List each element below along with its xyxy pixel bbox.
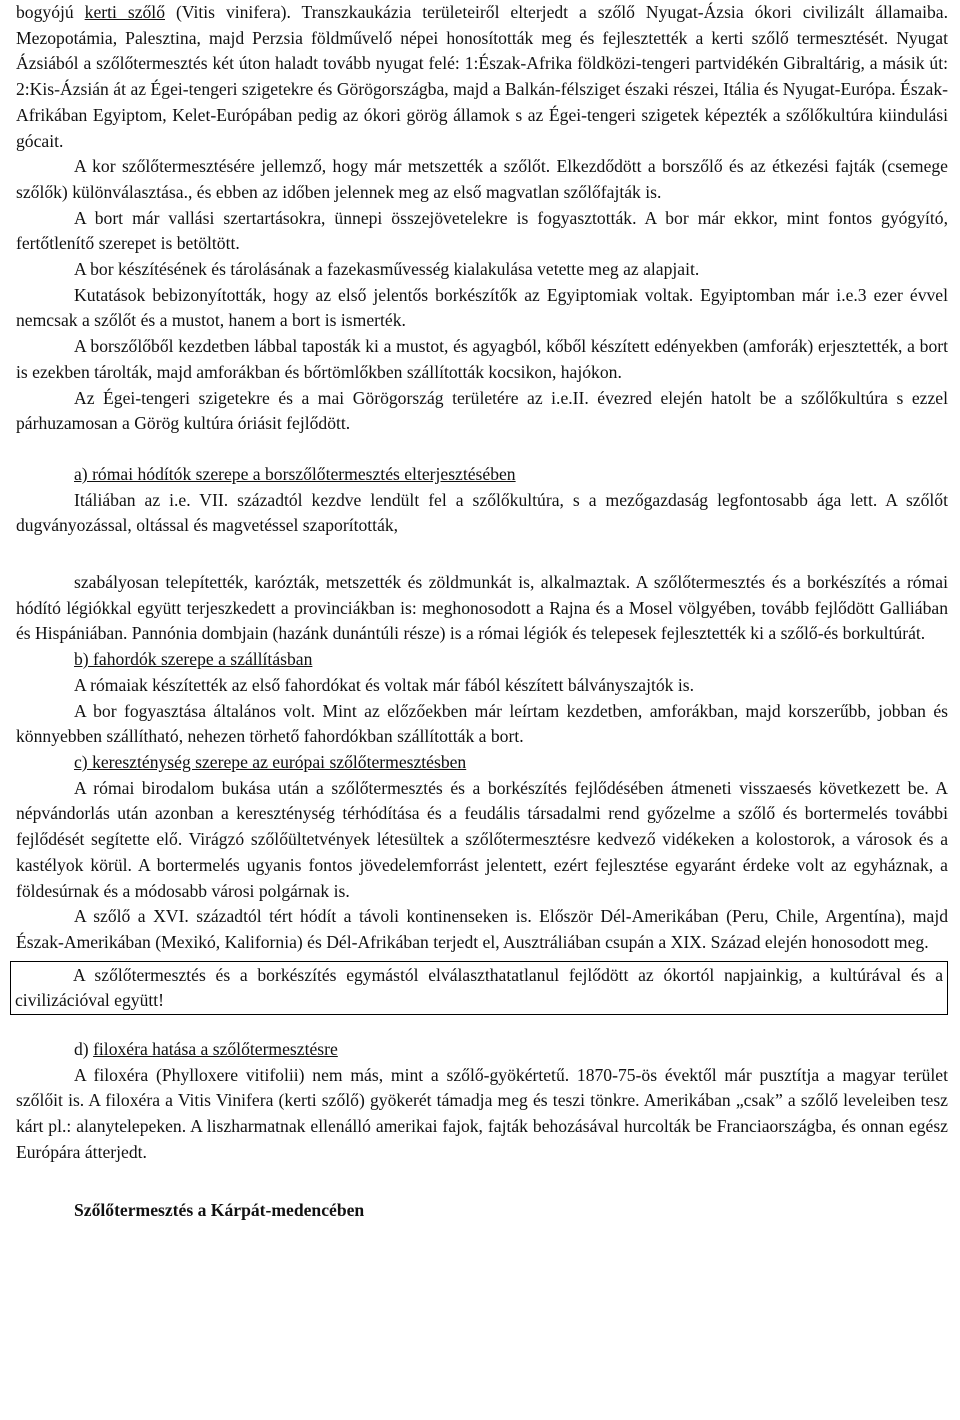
- section-heading-b-text: b) fahordók szerepe a szállításban: [74, 649, 313, 670]
- paragraph-egyiptom: Kutatások bebizonyították, hogy az első jelentős borkészítők az Egyiptomiak voltak. Egyiptomban már i.e.3 ezer évvel nemcsak a szőlőt és a mustot, hanem a bort is ismerték.: [16, 284, 948, 331]
- section-heading-b: [16, 647, 948, 673]
- paragraph-amforak: A borszőlőből kezdetben lábbal taposták ki a mustot, és agyagból, kőből készített edényekben (amforák) erjesztették, a bort is ezekben tárolták, majd amforákban és bőrtömlőkben szállították kocsikon, hajókon.: [16, 336, 948, 382]
- section-heading-c: [16, 750, 948, 776]
- intro-text-start: bogyójú: [16, 2, 85, 22]
- paragraph-intro: [16, 0, 948, 154]
- section-heading-a-text: a) római hódítók szerepe a borszőlőtermesztés elterjesztésében: [74, 463, 516, 484]
- paragraph-romai-legiok: szabályosan telepítették, karózták, metszették és zöldmunkát is, alkalmaztak. A szőlőtermesztés és a borkészítés a római hódító légiókkal együtt terjeszkedett a provinciákban is: meghonosodott a Rajna és a Mosel völgyében, tovább fejlődött Galliában és Hispániában. Pannónia dombjain (hazánk dunántúli része) is a római légiók és telepesek fejlesztették ki a szőlő-és borkultúrát.: [16, 572, 948, 644]
- paragraph-egei: Az Égei-tengeri szigetekre és a mai Görögország területére az i.e.II. évezred elején hatolt be a szőlőkultúra s ezzel párhuzamosan a Görög kultúra óriásit fejlődött.: [16, 387, 948, 434]
- paragraph-metszes: A kor szőlőtermesztésére jellemző, hogy már metszették a szőlőt. Elkezdődött a borszőlő és az étkezési fajták (csemege szőlők) különválasztása., és ebben az időben jelennek meg az első magvatlan szőlőfajták is.: [16, 156, 948, 202]
- section-heading-d-prefix: d): [74, 1039, 94, 1060]
- paragraph-kontinensek: A szőlő a XVI. századtól tért hódít a távoli kontinenseken is. Először Dél-Amerikában (Peru, Chile, Argentína), majd Észak-Amerikában (Mexikó, Kalifornia) és Dél-Afrikában terjedt el, Ausztráliában csupán a XIX. Század elején honosodott meg.: [16, 906, 948, 952]
- paragraph-fahordok: A rómaiak készítették az első fahordókat és voltak már fából készített bálványszajtók is.: [74, 674, 694, 695]
- paragraph-bor-fogyasztas: A bor fogyasztása általános volt. Mint az előzőekben már leírtam kezdetben, amforákban, majd korszerűbb, jobban és könnyebben szállítható, nehezen törhető fahordókban szállították a bort.: [16, 700, 948, 747]
- section-heading-a: [16, 462, 948, 488]
- paragraph-filoxera: A filoxéra (Phylloxere vitifolii) nem más, mint a szőlő-gyökértetű. 1870-75-ös évektől már pusztítja a magyar terület szőlőit is. A filoxéra a Vitis Vinifera (kerti szőlő) gyökerét támadja meg és teszi tönkre. Amerikában „csak” a szőlő leveleiben tesz kárt pl.: alanytelepeken. A liszharmatnak ellenálló amerikai fajok, fajták behozásával hurcolták be Franciaországba, és onnan egész Európára átterjedt.: [16, 1064, 948, 1162]
- section-heading-c-text: c) kereszténység szerepe az európai szőlőtermesztésben: [74, 751, 467, 772]
- paragraph-kereszteny: A római birodalom bukása után a szőlőtermesztés és a borkészítés fejlődésében átmeneti visszaesés következett be. A népvándorlás után azonban a kereszténység térhódítása és a feudális társadalmi rend győzelme a szőlő és bortermelés további fejlődését segítette elő. Virágzó szőlőültetvények létesültek a szőlőtermesztésre kedvező vidékeken a kolostorok, a városok és a kastélyok körül. A bortermelés ugyanis fontos jövedelemforrást jelentett, ezért fejlesztése egyaránt érdeke volt az egyháznak, a földesúrnak és a módosabb városi polgárnak is.: [16, 777, 948, 901]
- paragraph-italia: Itáliában az i.e. VII. századtól kezdve lendült fel a szőlőkultúra, s a mezőgazdaság legfontosabb ága lett. A szőlőt dugványozással, oltással és magvetéssel szaporították,: [16, 489, 948, 536]
- final-heading: Szőlőtermesztés a Kárpát-medencében: [74, 1199, 365, 1220]
- document-page: [16, 0, 948, 1223]
- paragraph-vallasi: A bort már vallási szertartásokra, ünnepi összejövetelekre is fogyasztották. A bor már ekkor, mint fontos gyógyító, fertőtlenítő szerepet is betöltött.: [16, 207, 948, 254]
- paragraph-fazekas: A bor készítésének és tárolásának a fazekasművesség kialakulása vetette meg az alapjait.: [74, 259, 700, 280]
- intro-text-rest: (Vitis vinifera). Transzkaukázia területeiről elterjedt a szőlő Nyugat-Ázsia ókori civilizált államaiba. Mezopotámia, Palesztina, majd Perzsia földművelő népei honosították meg és fejlesztették a kerti szőlő termesztését. Nyugat Ázsiából a szőlőtermesztés két úton haladt tovább nyugat felé: 1:Észak-Afrika földközi-tengeri partvidékén Gibraltárig, a másik út: 2:Kis-Ázsián át az Égei-tengeri szigetekre és Görögországba, majd a Balkán-félsziget északi részei, Itália és Nyugat-Európa. Észak-Afrikában Egyiptom, Kelet-Európában pedig az ókori görög államok s az Égei-tengeri szigetek képezték a szőlőkultúra kiindulási gócait.: [16, 2, 948, 151]
- section-heading-d-text: filoxéra hatása a szőlőtermesztésre: [93, 1039, 338, 1060]
- kerti-szolo-link[interactable]: kerti szőlő: [84, 2, 165, 22]
- section-heading-d: [16, 1037, 948, 1063]
- boxed-summary: A szőlőtermesztés és a borkészítés egymástól elválaszthatatlanul fejlődött az ókortól napjainkig, a kultúrával és a civilizációval együtt!: [10, 961, 948, 1015]
